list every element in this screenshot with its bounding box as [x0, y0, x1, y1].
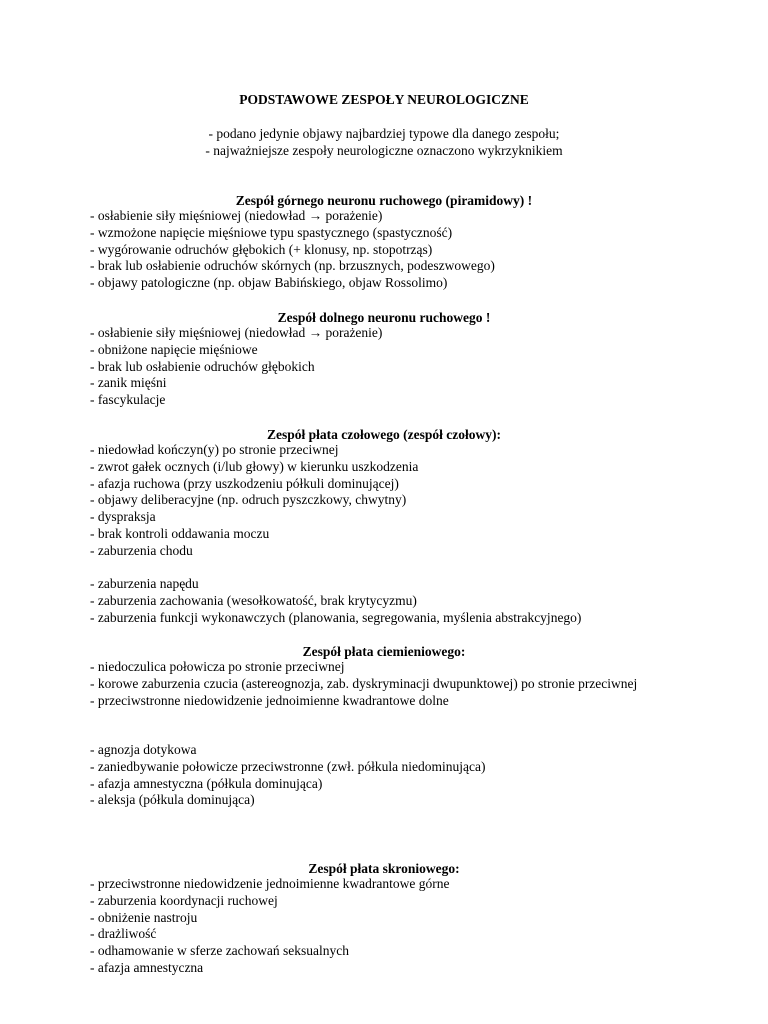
list-item: - obniżone napięcie mięśniowe: [90, 341, 258, 357]
section-heading-temporal-lobe: Zespół płata skroniowego:: [308, 861, 460, 876]
list-item: - przeciwstronne niedowidzenie jednoimienne kwadrantowe górne: [90, 876, 450, 891]
section-list-frontal-lobe: [90, 442, 418, 559]
list-item: - dyspraksja: [90, 509, 156, 524]
list-item: - zaburzenia chodu: [90, 542, 193, 558]
list-item: - wzmożone napięcie mięśniowe typu spastycznego (spastyczność): [90, 224, 453, 240]
list-item: - drażliwość: [90, 926, 157, 942]
list-item: - niedoczulica połowicza po stronie przeciwnej: [90, 659, 345, 674]
section-heading-lower-motor-neuron: Zespół dolnego neuronu ruchowego !: [277, 310, 491, 325]
list-item: - odhamowanie w sferze zachowań seksualnych: [90, 943, 350, 958]
list-item: - agnozja dotykowa: [90, 742, 197, 757]
section-list-frontal-lobe-extra: [90, 576, 581, 626]
list-item: - brak kontroli oddawania moczu: [90, 525, 270, 541]
section-heading-parietal-lobe: Zespół płata ciemieniowego:: [302, 644, 466, 659]
list-item: - osłabienie siły mięśniowej (niedowład → porażenie): [90, 208, 383, 223]
section-list-parietal-lobe: [90, 659, 637, 709]
list-item: - zaburzenia napędu: [90, 576, 199, 591]
list-item: - afazja amnestyczna (półkula dominująca): [90, 775, 323, 791]
list-item: - korowe zaburzenia czucia (astereognozja, zab. dyskryminacji dwupunktowej) po stronie przeciwnej: [90, 675, 638, 691]
list-item: - brak lub osłabienie odruchów głębokich: [90, 358, 315, 374]
list-item: - osłabienie siły mięśniowej (niedowład → porażenie): [90, 325, 383, 340]
section-list-parietal-lobe-extra: [90, 742, 485, 809]
list-item: - aleksja (półkula dominująca): [90, 792, 255, 808]
document-title: PODSTAWOWE ZESPOŁY NEUROLOGICZNE: [239, 92, 529, 107]
list-item: - objawy deliberacyjne (np. odruch pyszczkowy, chwytny): [90, 492, 407, 508]
list-item: - niedowład kończyn(y) po stronie przeciwnej: [90, 442, 339, 457]
section-list-upper-motor-neuron: [90, 208, 495, 292]
note-line-2: - najważniejsze zespoły neurologiczne oznaczono wykrzyknikiem: [205, 143, 563, 158]
section-list-lower-motor-neuron: [90, 325, 382, 409]
list-item: - zaniedbywanie połowicze przeciwstronne (zwł. półkula niedominująca): [90, 758, 486, 774]
list-item: - zaburzenia koordynacji ruchowej: [90, 892, 278, 908]
list-item: - obniżenie nastroju: [90, 909, 198, 925]
list-item: - zwrot gałek ocznych (i/lub głowy) w kierunku uszkodzenia: [90, 458, 419, 474]
list-item: - objawy patologiczne (np. objaw Babińskiego, objaw Rossolimo): [90, 275, 448, 290]
list-item: - zaburzenia funkcji wykonawczych (planowania, segregowania, myślenia abstrakcyjnego): [90, 609, 582, 625]
section-list-temporal-lobe: [90, 876, 450, 977]
list-item: - przeciwstronne niedowidzenie jednoimienne kwadrantowe dolne: [90, 692, 449, 708]
list-item: - zanik mięśni: [90, 375, 167, 391]
list-item: - afazja amnestyczna: [90, 959, 204, 975]
note-line-1: - podano jedynie objawy najbardziej typowe dla danego zespołu;: [208, 126, 560, 141]
list-item: - afazja ruchowa (przy uszkodzeniu półkuli dominującej): [90, 475, 399, 491]
section-heading-frontal-lobe: Zespół płata czołowego (zespół czołowy):: [267, 427, 501, 442]
section-heading-upper-motor-neuron: Zespół górnego neuronu ruchowego (piramidowy) !: [235, 193, 533, 208]
list-item: - zaburzenia zachowania (wesołkowatość, brak krytycyzmu): [90, 592, 417, 608]
list-item: - wygórowanie odruchów głębokich (+ klonusy, np. stopotrząs): [90, 241, 433, 257]
list-item: - brak lub osłabienie odruchów skórnych (np. brzusznych, podeszwowego): [90, 258, 495, 274]
list-item: - fascykulacje: [90, 392, 166, 407]
